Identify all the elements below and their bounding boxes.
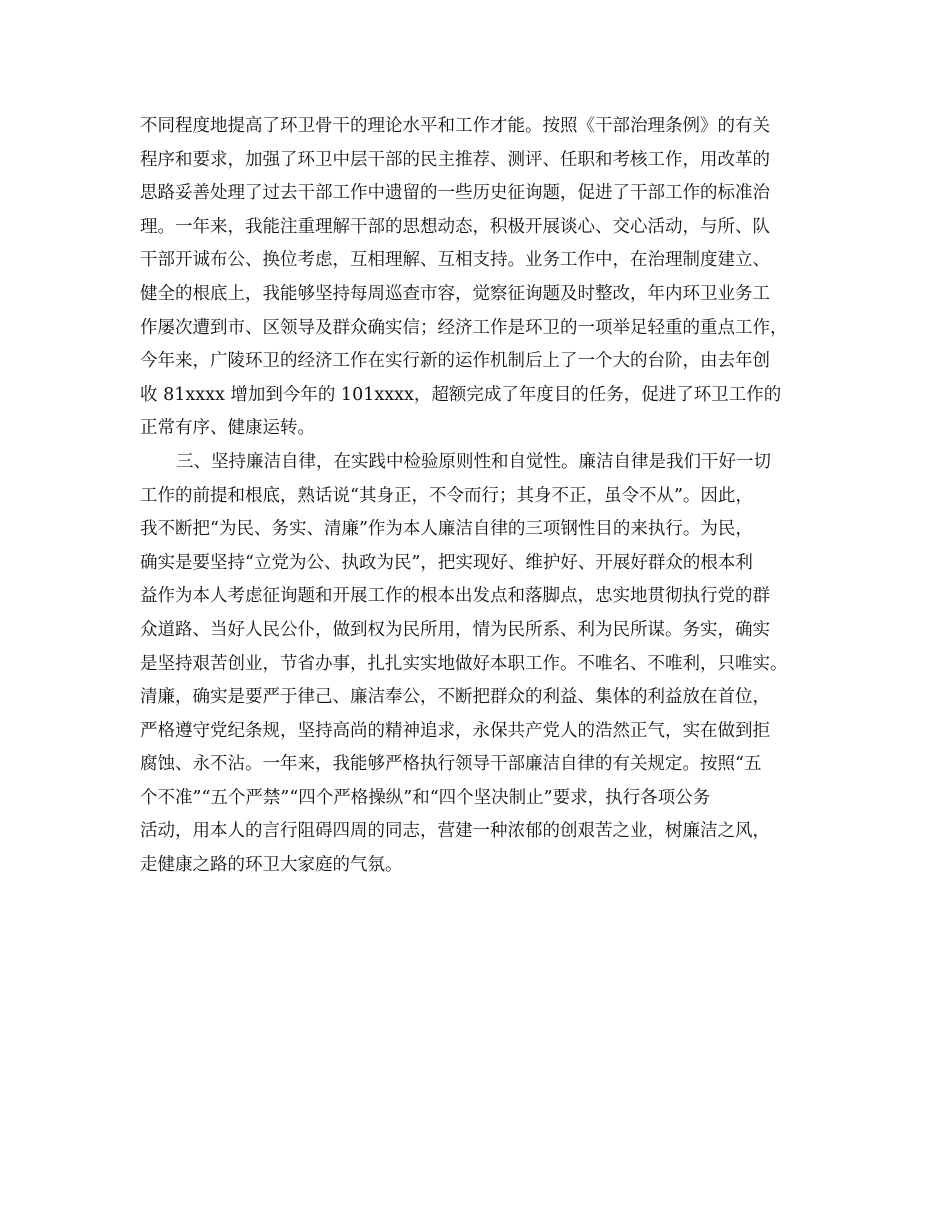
text-line: 不同程度地提高了环卫骨干的理论水平和工作才能。按照《干部治理条例》的有关 [140,116,770,136]
text-line: 干部开诚布公、换位考虑，互相理解、互相支持。业务工作中，在治理制度建立、 [140,250,770,271]
text-line: 今年来，广陵环卫的经济工作在实行新的运作机制后上了一个大的台阶，由去年创 [140,351,770,372]
text-line: 清廉，确实是要严于律己、廉洁奉公，不断把群众的利益、集体的利益放在首位， [140,687,770,708]
text-line: 三、坚持廉洁自律，在实践中检验原则性和自觉性。廉洁自律是我们干好一切 [176,451,771,472]
text-line: 正常有序、健康运转。 [140,418,315,439]
text-line: 收 81xxxx 增加到今年的 101xxxx，超额完成了年度目的任务，促进了环卫工作的 [140,384,782,405]
text-line: 腐蚀、永不沾。一年来，我能够严格执行领导干部廉洁自律的有关规定。按照“五 [140,754,762,775]
text-line: 走健康之路的环卫大家庭的气氛。 [140,855,403,876]
text-line: 健全的根底上，我能够坚持每周巡查市容，觉察征询题及时整改，年内环卫业务工 [140,283,770,304]
text-line: 理。一年来，我能注重理解干部的思想动态，积极开展谈心、交心活动，与所、队 [140,216,770,237]
text-line: 是坚持艰苦创业，节省办事，扎扎实实地做好本职工作。不唯名、不唯利，只唯实。 [140,653,788,674]
text-line: 众道路、当好人民公仆，做到权为民所用，情为民所系、利为民所谋。务实，确实 [140,619,770,640]
text-line: 思路妥善处理了过去干部工作中遗留的一些历史征询题，促进了干部工作的标准治 [140,183,770,204]
text-line: 程序和要求，加强了环卫中层干部的民主推荐、测评、任职和考核工作，用改革的 [140,149,770,170]
paragraph-1 [140,110,830,446]
text-line: 确实是要坚持“立党为公、执政为民”，把实现好、维护好、开展好群众的根本利 [140,552,753,573]
text-line: 活动，用本人的言行阻碍四周的同志，营建一种浓郁的创艰苦之业，树廉洁之风， [140,821,770,842]
text-line: 个不准”“五个严禁”“四个严格操纵”和“四个坚决制止”要求，执行各项公务 [140,787,711,808]
text-line: 严格遵守党纪条规，坚持高尚的精神追求，永保共产党人的浩然正气，实在做到拒 [140,720,770,741]
paragraph-2 [140,446,830,883]
text-line: 我不断把“为民、务实、清廉”作为本人廉洁自律的三项钢性目的来执行。为民， [140,519,753,540]
text-line: 作屡次遭到市、区领导及群众确实信；经济工作是环卫的一项举足轻重的重点工作， [140,317,788,338]
text-line: 益作为本人考虑征询题和开展工作的根本出发点和落脚点，忠实地贯彻执行党的群 [140,586,770,607]
document-body [140,110,830,883]
text-line: 工作的前提和根底，熟话说“其身正，不令而行；其身不正，虽令不从”。因此， [140,485,753,506]
